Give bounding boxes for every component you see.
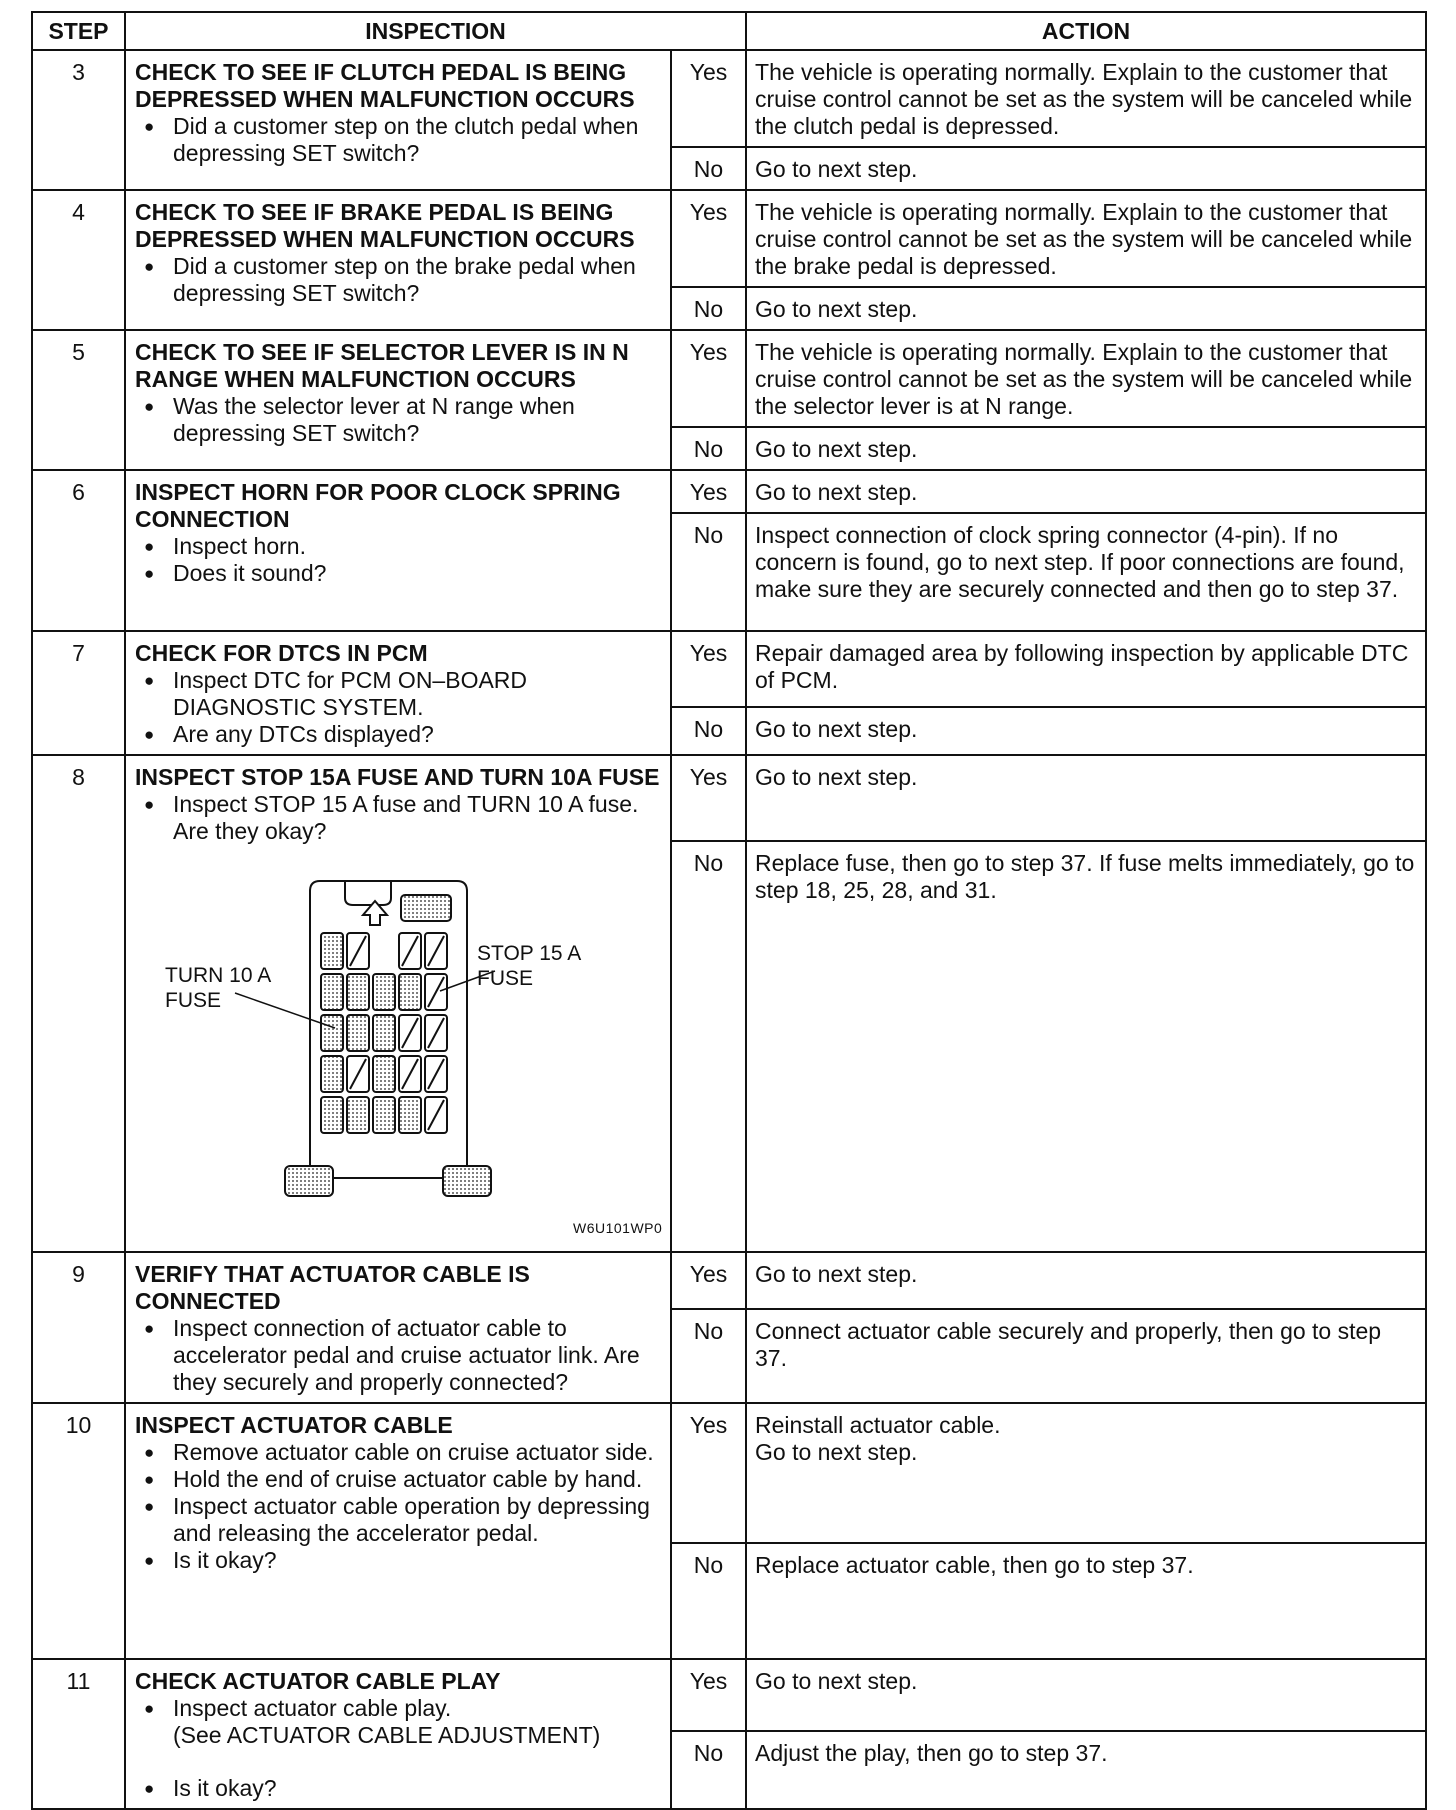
- table-row: [32, 1403, 1426, 1543]
- bullet-item: ● Did a customer step on the brake pedal when depressing SET switch?: [135, 253, 662, 307]
- bullet-item: ● Was the selector lever at N range when depressing SET switch?: [135, 393, 662, 447]
- fuse-cell: [399, 974, 421, 1010]
- step-number: 4: [32, 190, 125, 330]
- inspection-cell: [125, 470, 671, 631]
- no-label: No: [671, 1731, 746, 1809]
- table-row: [32, 1252, 1426, 1309]
- bullet-list: [135, 113, 662, 167]
- bullet-list: [135, 1315, 662, 1396]
- inspection-title: INSPECT STOP 15A FUSE AND TURN 10A FUSE: [135, 764, 660, 790]
- figure-code: W6U101WP0: [573, 1220, 663, 1236]
- fuse-cell: [321, 1056, 343, 1092]
- yes-label: Yes: [671, 50, 746, 147]
- fuse-cell: [373, 974, 395, 1010]
- bullet-item: ● Is it okay?: [135, 1775, 662, 1802]
- fuse-cell: [399, 1097, 421, 1133]
- bullet-list: [135, 533, 662, 587]
- bullet-list: [135, 791, 662, 845]
- step-number: 7: [32, 631, 125, 755]
- step-number: 6: [32, 470, 125, 631]
- no-label: No: [671, 1543, 746, 1659]
- step-number: 3: [32, 50, 125, 190]
- yes-action-line: Go to next step.: [755, 1439, 918, 1465]
- header-inspection: INSPECTION: [125, 12, 746, 50]
- yes-action-line: Reinstall actuator cable.: [755, 1412, 1001, 1438]
- fuse-cell: [373, 1056, 395, 1092]
- step-number: 5: [32, 330, 125, 470]
- bullet-item: ● Inspect STOP 15 A fuse and TURN 10 A fuse. Are they okay?: [135, 791, 662, 845]
- no-label: No: [671, 1309, 746, 1403]
- step-number: 10: [32, 1403, 125, 1659]
- inspection-title: INSPECT HORN FOR POOR CLOCK SPRING CONNECTION: [135, 479, 621, 532]
- table-row: [32, 1659, 1426, 1731]
- inspection-title: INSPECT ACTUATOR CABLE: [135, 1412, 453, 1438]
- fuse-cell: [373, 1097, 395, 1133]
- yes-label: Yes: [671, 755, 746, 841]
- bullet-list: [135, 667, 662, 748]
- bullet-list: [135, 1439, 662, 1574]
- fuse-cell: [321, 1097, 343, 1133]
- yes-label: Yes: [671, 470, 746, 513]
- inspection-cell: [125, 330, 671, 470]
- step-number: 8: [32, 755, 125, 1252]
- inspection-title: CHECK TO SEE IF CLUTCH PEDAL IS BEING DEPRESSED WHEN MALFUNCTION OCCURS: [135, 59, 635, 112]
- step-number: 9: [32, 1252, 125, 1403]
- inspection-title: CHECK TO SEE IF BRAKE PEDAL IS BEING DEPRESSED WHEN MALFUNCTION OCCURS: [135, 199, 635, 252]
- no-label: No: [671, 707, 746, 755]
- bullet-list: [135, 393, 662, 447]
- no-label: No: [671, 147, 746, 190]
- table-row: [32, 631, 1426, 707]
- fuse-cell: [347, 1097, 369, 1133]
- inspection-cell: [125, 631, 671, 755]
- yes-action: [746, 1403, 1426, 1543]
- yes-label: Yes: [671, 1252, 746, 1309]
- yes-label: Yes: [671, 190, 746, 287]
- fuse-cell: [321, 1015, 343, 1051]
- inspection-title: CHECK FOR DTCS IN PCM: [135, 640, 428, 666]
- yes-action: The vehicle is operating normally. Explain to the customer that cruise control cannot be set as the system will be canceled while the selector lever is at N range.: [746, 330, 1426, 427]
- reference-note: (See ACTUATOR CABLE ADJUSTMENT): [173, 1722, 601, 1748]
- turn-fuse-label: TURN 10 A FUSE: [165, 964, 271, 1012]
- no-action: Go to next step.: [746, 707, 1426, 755]
- diagnostic-page: [31, 11, 1425, 1810]
- inspection-title: CHECK ACTUATOR CABLE PLAY: [135, 1668, 501, 1694]
- table-row: [32, 190, 1426, 287]
- yes-action: Go to next step.: [746, 1252, 1426, 1309]
- no-action: Inspect connection of clock spring connector (4-pin). If no concern is found, go to next step. If poor connections are found, make sure they are securely connected and then go to step 37.: [746, 513, 1426, 631]
- inspection-cell: [125, 1252, 671, 1403]
- bullet-item: ● Inspect actuator cable play.: [135, 1695, 662, 1722]
- no-action: Go to next step.: [746, 287, 1426, 330]
- table-row: [32, 755, 1426, 841]
- fuse-cell: [347, 974, 369, 1010]
- fuse-cell: [347, 1015, 369, 1051]
- yes-label: Yes: [671, 631, 746, 707]
- no-action: Connect actuator cable securely and properly, then go to step 37.: [746, 1309, 1426, 1403]
- no-label: No: [671, 513, 746, 631]
- no-action: Go to next step.: [746, 147, 1426, 190]
- top-relay: [401, 895, 451, 921]
- bullet-item: ● Inspect connection of actuator cable to accelerator pedal and cruise actuator link. Are they securely and properly connected?: [135, 1315, 662, 1396]
- fuse-cell: [321, 933, 343, 969]
- fuse-block-diagram: [135, 863, 655, 1245]
- bullet-item: ● Does it sound?: [135, 560, 662, 587]
- stop-fuse-label: STOP 15 A FUSE: [477, 942, 581, 990]
- inspection-cell: [125, 1659, 671, 1809]
- yes-action: The vehicle is operating normally. Explain to the customer that cruise control cannot be set as the system will be canceled while the brake pedal is depressed.: [746, 190, 1426, 287]
- header-action: ACTION: [746, 12, 1426, 50]
- bullet-item: ● Is it okay?: [135, 1547, 662, 1574]
- bullet-list: [135, 253, 662, 307]
- yes-action: Go to next step.: [746, 1659, 1426, 1731]
- no-label: No: [671, 841, 746, 1252]
- yes-action: Go to next step.: [746, 755, 1426, 841]
- table-header-row: [32, 12, 1426, 50]
- bullet-item: ● Hold the end of cruise actuator cable by hand.: [135, 1466, 662, 1493]
- fuse-cell: [321, 974, 343, 1010]
- inspection-title: VERIFY THAT ACTUATOR CABLE IS CONNECTED: [135, 1261, 530, 1314]
- no-action: Go to next step.: [746, 427, 1426, 470]
- table-row: [32, 470, 1426, 513]
- no-action: Replace actuator cable, then go to step 37.: [746, 1543, 1426, 1659]
- bullet-list: [135, 1775, 662, 1802]
- bullet-item: ● Inspect actuator cable operation by depressing and releasing the accelerator pedal.: [135, 1493, 662, 1547]
- yes-label: Yes: [671, 330, 746, 427]
- table-row: [32, 50, 1426, 147]
- bullet-list: [135, 1695, 662, 1722]
- yes-label: Yes: [671, 1403, 746, 1543]
- inspection-cell: [125, 755, 671, 1252]
- header-step: STEP: [32, 12, 125, 50]
- table-row: [32, 330, 1426, 427]
- fuse-block-figure: [135, 863, 663, 1245]
- bottom-relay-right: [443, 1166, 491, 1196]
- step-number: 11: [32, 1659, 125, 1809]
- no-label: No: [671, 427, 746, 470]
- no-action: Adjust the play, then go to step 37.: [746, 1731, 1426, 1809]
- bullet-item: ● Inspect DTC for PCM ON–BOARD DIAGNOSTIC SYSTEM.: [135, 667, 662, 721]
- yes-action: Repair damaged area by following inspection by applicable DTC of PCM.: [746, 631, 1426, 707]
- no-action: Replace fuse, then go to step 37. If fuse melts immediately, go to step 18, 25, 28, and 31.: [746, 841, 1426, 1252]
- fuse-cell: [373, 1015, 395, 1051]
- no-label: No: [671, 287, 746, 330]
- inspection-title: CHECK TO SEE IF SELECTOR LEVER IS IN N RANGE WHEN MALFUNCTION OCCURS: [135, 339, 629, 392]
- bullet-item: ● Did a customer step on the clutch pedal when depressing SET switch?: [135, 113, 662, 167]
- bottom-relay-left: [285, 1166, 333, 1196]
- troubleshooting-table: [31, 11, 1427, 1810]
- bullet-item: ● Inspect horn.: [135, 533, 662, 560]
- bullet-item: ● Are any DTCs displayed?: [135, 721, 662, 748]
- inspection-cell: [125, 190, 671, 330]
- yes-label: Yes: [671, 1659, 746, 1731]
- yes-action: Go to next step.: [746, 470, 1426, 513]
- yes-action: The vehicle is operating normally. Explain to the customer that cruise control cannot be set as the system will be canceled while the clutch pedal is depressed.: [746, 50, 1426, 147]
- inspection-cell: [125, 1403, 671, 1659]
- bullet-item: ● Remove actuator cable on cruise actuator side.: [135, 1439, 662, 1466]
- inspection-cell: [125, 50, 671, 190]
